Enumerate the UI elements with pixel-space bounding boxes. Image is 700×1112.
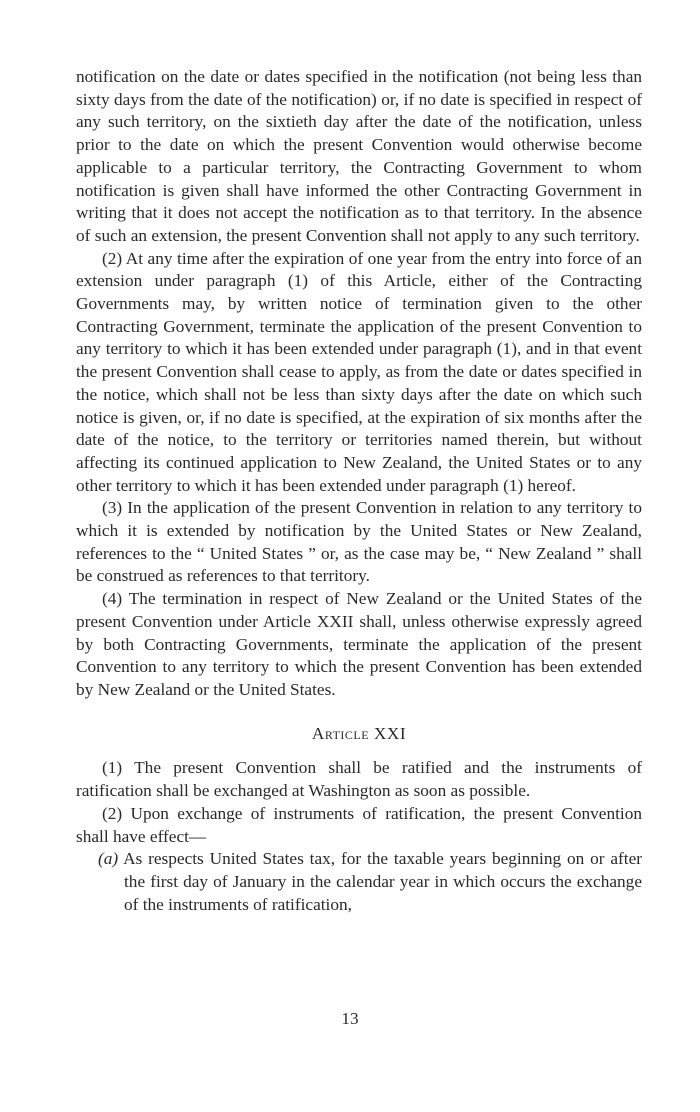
paragraph-continuation: notification on the date or dates specified in the notification (not being less than sixty days from the date of the notification) or, if no date is specified in respect of any such territory, on the sixtieth day after the date of the notification, unless prior to the date on which the present Convention would otherwise become applicable to a particular territory, the Contracting Government to whom notification is given shall have informed the other Contracting Government in writing that it does not accept the notification as to that territory. In the absence of such an extension, the present Convention shall not apply to any such territory. — [76, 67, 642, 245]
document-page — [76, 66, 642, 916]
paragraph-2: (2) At any time after the expiration of one year from the entry into force of an extension under paragraph (1) of this Article, either of the Contracting Governments may, by written notice of termination given to the other Contracting Government, terminate the application of the present Convention to any territory to which it has been extended under paragraph (1), and in that event the present Convention shall cease to apply, as from the date or dates specified in the notice, which shall not be less than sixty days after the date on which such notice is given, or, if no date is specified, at the expiration of six months after the date of the notice, to the territory or territories named therein, but without affecting its continued application to New Zealand, the United States or to any other territory to which it has been extended under paragraph (1) hereof. — [76, 248, 642, 495]
article-paragraph-1: (1) The present Convention shall be ratified and the instruments of ratification shall be exchanged at Washington as soon as possible. — [76, 758, 642, 801]
subclause-a — [76, 848, 642, 916]
subclause-text: As respects United States tax, for the taxable years beginning on or after the first day of January in the calendar year in which occurs the exchange of the instruments of ratification, — [123, 849, 642, 914]
article-paragraph-2: (2) Upon exchange of instruments of ratification, the present Convention shall have effect— — [76, 803, 642, 846]
subclause-label: (a) — [98, 849, 119, 869]
page-number: 13 — [341, 1009, 359, 1028]
article-heading: Article XXI — [311, 723, 407, 743]
paragraph-3: (3) In the application of the present Convention in relation to any territory to which it is extended by notification by the United States or New Zealand, references to the “ United States ” or, as the case may be, “ New Zealand ” shall be construed as references to that territory. — [76, 498, 642, 586]
paragraph-4: (4) The termination in respect of New Zealand or the United States of the present Convention under Article XXII shall, unless otherwise expressly agreed by both Contracting Governments, terminate the application of the present Convention to any territory to which the present Convention has been extended by New Zealand or the United States. — [76, 589, 642, 699]
